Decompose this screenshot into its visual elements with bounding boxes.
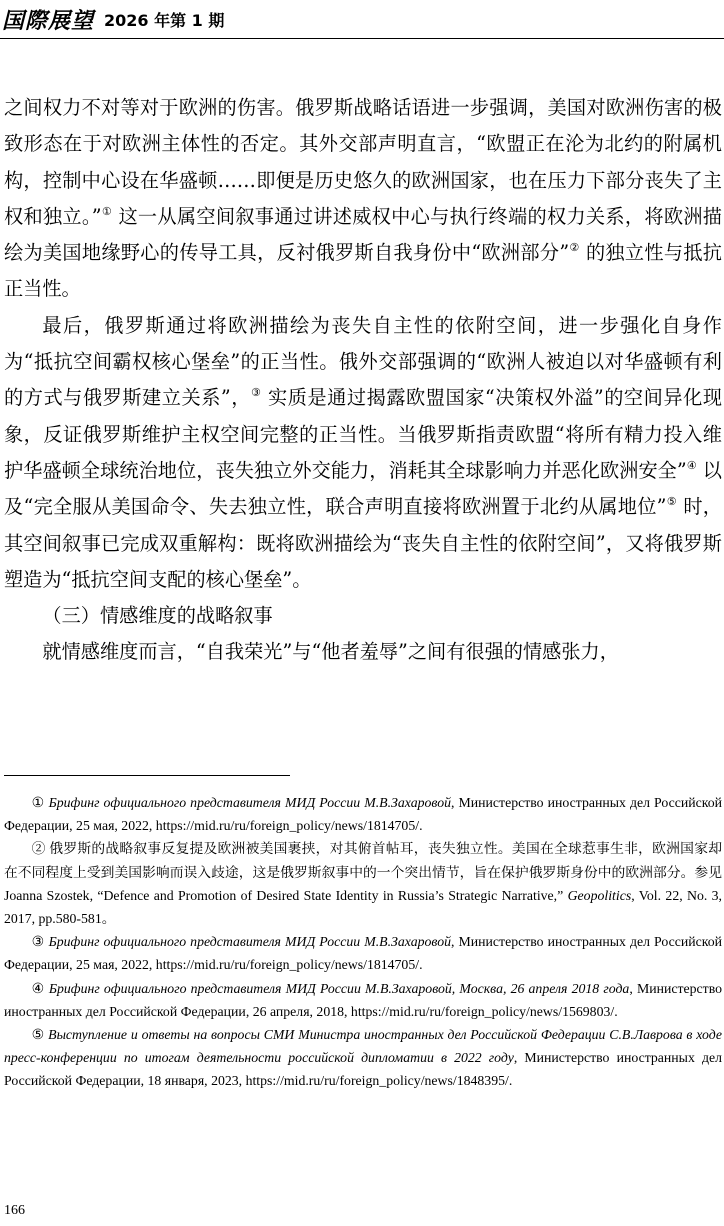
- footnote: ① Брифинг официального представителя МИД России М.В.Захаровой, Министерство иностранных дел Российской Федерации, 25 мая, 2022, https://mid.ru/ru/foreign_policy/news/1814705/.: [4, 795, 723, 834]
- journal-logo: 国際展望: [2, 8, 95, 34]
- issue-label: 2026 年第 1 期: [104, 11, 225, 30]
- footnote-title: Брифинг официального представителя МИД России М.В.Захаровой, Москва, 26 апреля 2018 года: [48, 980, 630, 996]
- footnote-mark: ⑤: [31, 1027, 45, 1043]
- main-text: [4, 90, 722, 671]
- paragraph: 之间权力不对等对于欧洲的伤害。俄罗斯战略话语进一步强调，美国对欧洲伤害的极致形态在于对欧洲主体性的否定。其外交部声明直言，“欧盟正在沦为北约的附属机构，控制中心设在华盛顿……即便是历史悠久的欧洲国家，也在压力下部分丧失了主权和独立。”① 这一从属空间叙事通过讲述威权中心与执行终端的权力关系，将欧洲描绘为美国地缘野心的传导工具，反衬俄罗斯自我身份中“欧洲部分”② 的独立性与抵抗正当性。: [4, 96, 722, 301]
- footnote-ref[interactable]: ③: [250, 386, 262, 400]
- paragraph: 就情感维度而言，“自我荣光”与“他者羞辱”之间有很强的情感张力，: [42, 640, 619, 664]
- footnote: ③ Брифинг официального представителя МИД России М.В.Захаровой, Министерство иностранных дел Российской Федерации, 25 мая, 2022, https://mid.ru/ru/foreign_policy/news/1814705/.: [4, 934, 723, 973]
- footnote-journal: Geopolitics: [567, 887, 632, 903]
- footnote-mark: ④: [31, 980, 45, 996]
- footnote: ④ Брифинг официального представителя МИД России М.В.Захаровой, Москва, 26 апреля 2018 года, Министерство иностранных дел Российской Федерации, 26 апреля, 2018, https://mid.ru/ru/foreign_policy/news/1569803/.: [4, 980, 723, 1019]
- footnote: ② 俄罗斯的战略叙事反复提及欧洲被美国裹挟，对其俯首帖耳，丧失独立性。美国在全球惹事生非，欧洲国家却在不同程度上受到美国影响而误入歧途，这是俄罗斯叙事中的一个突出情节，旨在保护俄罗斯身份中的欧洲部分。参见 Joanna Szostek, “Defence and Promotion of Desired State Identity in Russia’s Strategic Narrative,” Geopolitics, Vol. 22, No. 3, 2017, pp.580-581。: [4, 841, 723, 927]
- footnote-ref[interactable]: ⑤: [666, 495, 677, 509]
- footnote-mark: ①: [31, 795, 45, 810]
- paragraph: 最后，俄罗斯通过将欧洲描绘为丧失自主性的依附空间，进一步强化自身作为“抵抗空间霸权核心堡垒”的正当性。俄外交部强调的“欧洲人被迫以对华盛顿有利的方式与俄罗斯建立关系”，③ 实质是通过揭露欧盟国家“决策权外溢”的空间异化现象，反证俄罗斯维护主权空间完整的正当性。当俄罗斯指责欧盟“将所有精力投入维护华盛顿全球统治地位，丧失独立外交能力，消耗其全球影响力并恶化欧洲安全”④ 以及“完全服从美国命令、失去独立性，联合声明直接将欧洲置于北约从属地位”⑤ 时，其空间叙事已完成双重解构：既将欧洲描绘为“丧失自主性的依附空间”，又将俄罗斯塑造为“抵抗空间支配的核心堡垒”。: [4, 313, 723, 591]
- footnote-mark: ②: [31, 841, 46, 857]
- footnote-mark: ③: [31, 934, 45, 950]
- footnotes: [4, 791, 722, 1093]
- footnote-title: Брифинг официального представителя МИД России М.В.Захаровой: [48, 934, 451, 950]
- running-header: [0, 0, 724, 39]
- footnote-title: Брифинг официального представителя МИД России М.В.Захаровой: [48, 795, 451, 810]
- footnote-divider: [4, 775, 290, 776]
- footnote-ref[interactable]: ②: [569, 241, 580, 255]
- footnote-ref[interactable]: ④: [686, 458, 697, 472]
- footnote: ⑤ Выступление и ответы на вопросы СМИ Министра иностранных дел Российской Федерации С.В.Лаврова в ходе пресс-конференции по итогам деятельности российской дипломатии в 2022 году, Министерство иностранных дел Российской Федерации, 18 января, 2023, https://mid.ru/ru/foreign_policy/news/1848395/.: [4, 1027, 723, 1089]
- page-number: 166: [4, 1203, 25, 1218]
- footnote-ref[interactable]: ①: [101, 204, 113, 218]
- section-heading: （三）情感维度的战略叙事: [42, 604, 273, 628]
- footnote-title: Выступление и ответы на вопросы СМИ Министра иностранных дел Российской Федерации С.В.Лаврова в ходе пресс-конференции по итогам деятельности российской дипломатии в 2022 году: [4, 1027, 723, 1066]
